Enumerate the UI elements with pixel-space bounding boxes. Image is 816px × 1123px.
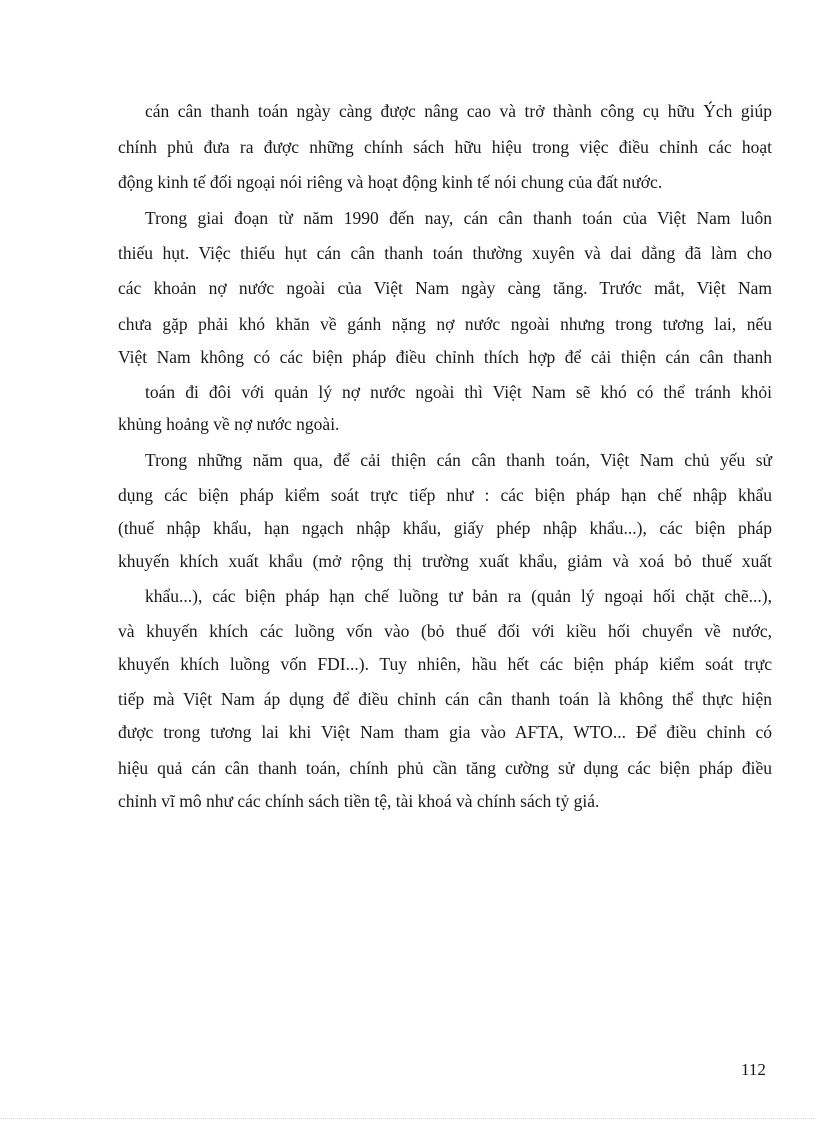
text-line-1: cán cân thanh toán ngày càng được nâng cao và trở thành công cụ hữu Ých giúp xyxy=(145,101,772,121)
text-line-11: Trong những năm qua, để cải thiện cán cân thanh toán, Việt Nam chủ yếu sử xyxy=(145,450,772,470)
text-line-18: tiếp mà Việt Nam áp dụng để điều chỉnh cán cân thanh toán là không thể thực hiện xyxy=(118,689,772,709)
text-line-6: các khoản nợ nước ngoài của Việt Nam ngày càng tăng. Trước mắt, Việt Nam xyxy=(118,278,772,298)
text-line-17: khuyến khích luồng vốn FDI...). Tuy nhiên, hầu hết các biện pháp kiểm soát trực xyxy=(118,654,772,674)
text-line-21: chỉnh vĩ mô như các chính sách tiền tệ, tài khoá và chính sách tỷ giá. xyxy=(118,791,600,811)
text-line-10: khủng hoảng về nợ nước ngoài. xyxy=(118,414,340,434)
text-line-3: động kinh tế đối ngoại nói riêng và hoạt động kinh tế nói chung của đất nước. xyxy=(118,172,663,192)
text-line-9: toán đi đôi với quản lý nợ nước ngoài thì Việt Nam sẽ khó có thể tránh khỏi xyxy=(145,382,772,402)
text-line-13: (thuế nhập khẩu, hạn ngạch nhập khẩu, giấy phép nhập khẩu...), các biện pháp xyxy=(118,518,772,538)
text-line-16: và khuyến khích các luồng vốn vào (bỏ thuế đối với kiều hối chuyển về nước, xyxy=(118,621,772,641)
text-line-15: khẩu...), các biện pháp hạn chế luồng tư bản ra (quản lý ngoại hối chặt chẽ...), xyxy=(145,586,772,606)
page-number: 112 xyxy=(741,1060,766,1079)
text-line-7: chưa gặp phải khó khăn về gánh nặng nợ nước ngoài nhưng trong tương lai, nếu xyxy=(118,314,772,334)
text-line-8: Việt Nam không có các biện pháp điều chỉnh thích hợp để cải thiện cán cân thanh xyxy=(118,347,772,367)
text-line-19: được trong tương lai khi Việt Nam tham gia vào AFTA, WTO... Để điều chỉnh có xyxy=(118,722,772,742)
text-line-20: hiệu quả cán cân thanh toán, chính phủ cần tăng cường sử dụng các biện pháp điều xyxy=(118,758,772,778)
footer-divider xyxy=(0,1118,816,1119)
text-line-2: chính phủ đưa ra được những chính sách hữu hiệu trong việc điều chỉnh các hoạt xyxy=(118,137,772,157)
text-line-5: thiếu hụt. Việc thiếu hụt cán cân thanh toán thường xuyên và dai dẳng đã làm cho xyxy=(118,243,772,263)
text-line-14: khuyến khích xuất khẩu (mở rộng thị trường xuất khẩu, giảm và xoá bỏ thuế xuất xyxy=(118,551,772,571)
text-line-4: Trong giai đoạn từ năm 1990 đến nay, cán cân thanh toán của Việt Nam luôn xyxy=(145,208,772,228)
text-line-12: dụng các biện pháp kiểm soát trực tiếp như : các biện pháp hạn chế nhập khẩu xyxy=(118,485,772,505)
